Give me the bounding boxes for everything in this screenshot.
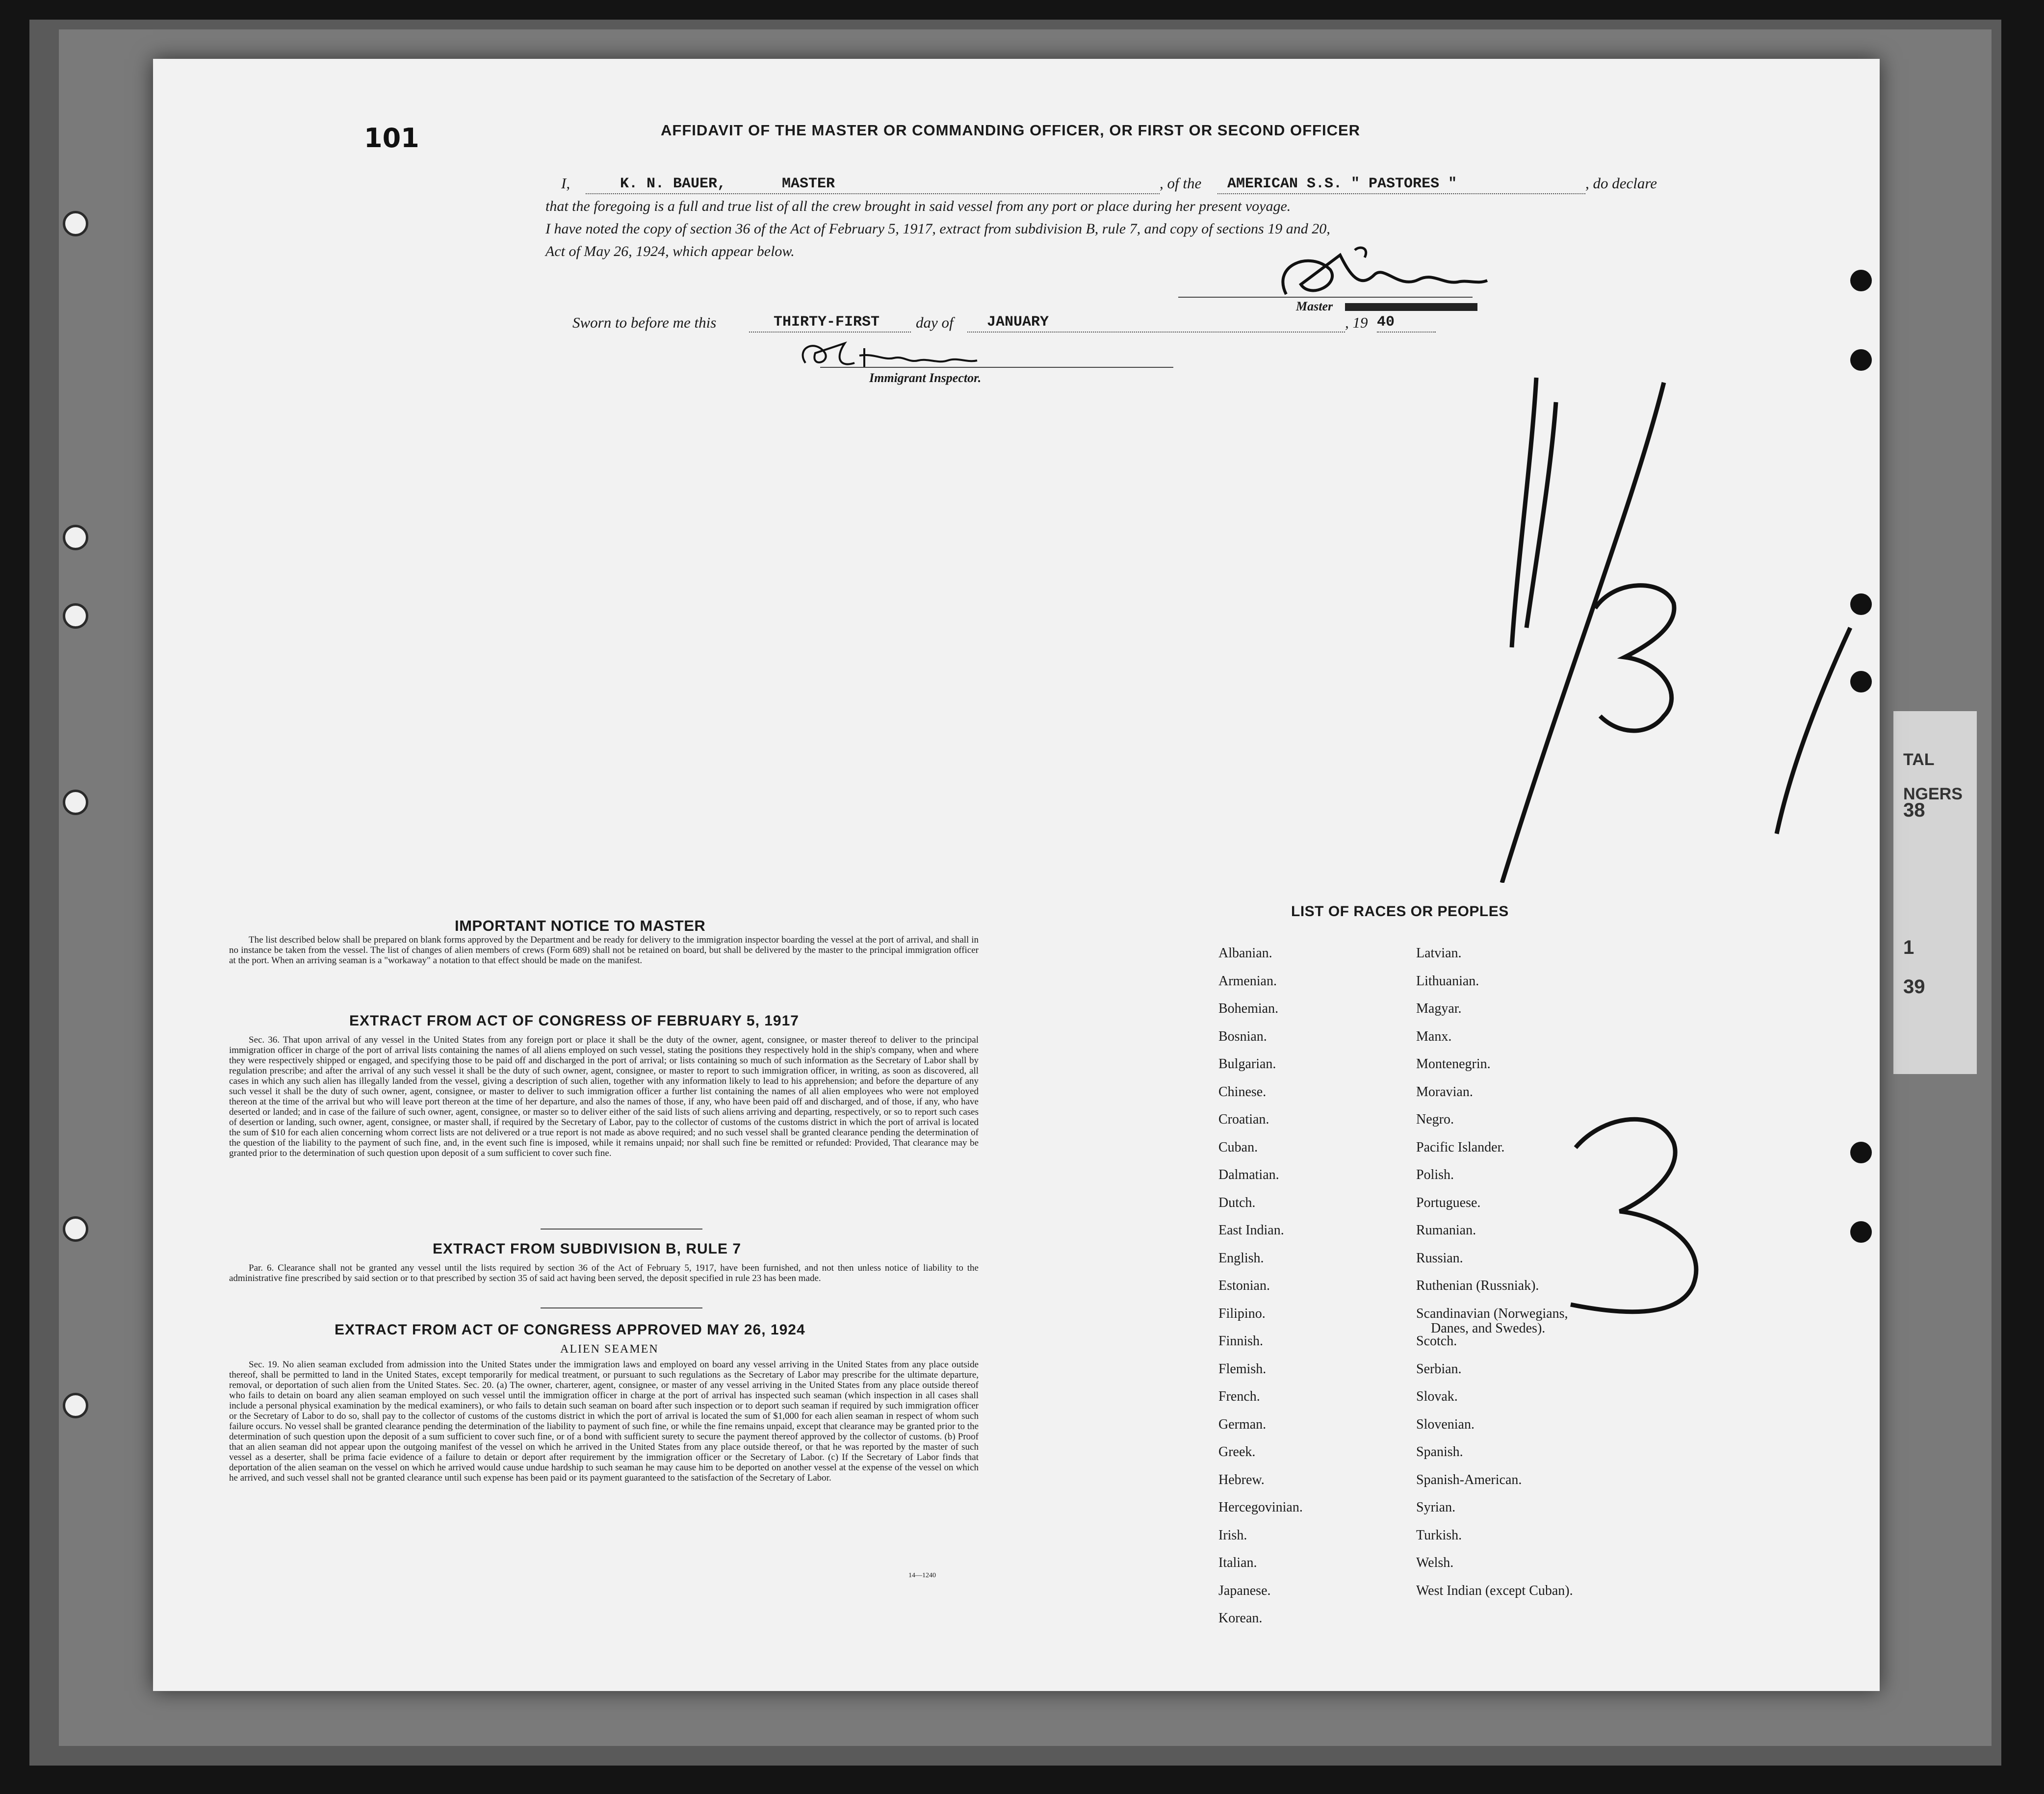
punch-hole <box>1850 349 1872 371</box>
form-number: 14—1240 <box>908 1572 936 1579</box>
divider <box>541 1307 702 1308</box>
affidavit-title: AFFIDAVIT OF THE MASTER OR COMMANDING OFFICER, OR FIRST OR SECOND OFFICER <box>661 122 1361 139</box>
race-item: Polish. <box>1416 1167 1454 1182</box>
master-signature <box>1213 245 1556 309</box>
name-field <box>586 175 1160 194</box>
vessel-name: AMERICAN S.S. " PASTORES " <box>1227 176 1457 192</box>
strikethrough-bar <box>1345 303 1477 311</box>
binder-hole <box>63 525 88 550</box>
race-item: Croatian. <box>1218 1112 1269 1127</box>
race-item: Montenegrin. <box>1416 1056 1491 1072</box>
race-item: Serbian. <box>1416 1361 1462 1377</box>
race-item: Magyar. <box>1416 1001 1462 1016</box>
handwritten-date <box>1389 373 1870 883</box>
year-field <box>1377 313 1436 333</box>
notice-title: IMPORTANT NOTICE TO MASTER <box>455 917 706 934</box>
vessel-field <box>1217 175 1585 194</box>
side-tab-text: 39 <box>1903 976 1925 998</box>
race-item: Finnish. <box>1218 1333 1264 1349</box>
extract-1-title: EXTRACT FROM ACT OF CONGRESS OF FEBRUARY 5, 1917 <box>349 1013 799 1029</box>
race-item: Estonian. <box>1218 1278 1270 1293</box>
affidavit-line-3: I have noted the copy of section 36 of the Act of February 5, 1917, extract from subdivision B, rule 7, and copy of sections 19 and 20, <box>545 221 1330 237</box>
do-declare-label: , do declare <box>1585 175 1657 192</box>
race-item: Turkish. <box>1416 1527 1462 1543</box>
side-tab-text: 38 <box>1903 799 1925 821</box>
race-item: Japanese. <box>1218 1583 1271 1598</box>
race-item: Chinese. <box>1218 1084 1267 1100</box>
race-item: Hebrew. <box>1218 1472 1265 1487</box>
notice-body: The list described below shall be prepared on blank forms approved by the Department and be ready for delivery to the immigration inspector boarding the vessel at the port of arrival, and shall in no instance be taken from the vessel. The list of changes of alien members of crews (Form 689) shall not be retained on board, but shall be delivered by the master to the principal immigration officer at the port. When an arriving seaman is a "workaway" a notation to that effect should be made on the manifest. <box>229 935 979 966</box>
page-number: 101 <box>364 123 419 154</box>
race-item: Bulgarian. <box>1218 1056 1276 1072</box>
punch-hole <box>1850 1142 1872 1163</box>
master-name: K. N. BAUER, <box>620 176 726 192</box>
binder-hole <box>63 603 88 629</box>
side-tab <box>1893 711 1977 1074</box>
document-page <box>153 59 1880 1691</box>
binder-hole <box>63 1216 88 1242</box>
day-of-label: day of <box>916 314 954 331</box>
sworn-label: Sworn to before me this <box>572 314 717 331</box>
year-prefix: , 19 <box>1345 314 1368 331</box>
sworn-month-field <box>967 313 1345 333</box>
divider <box>541 1229 702 1230</box>
race-item: Pacific Islander. <box>1416 1139 1505 1155</box>
race-item: Bohemian. <box>1218 1001 1279 1016</box>
race-item: West Indian (except Cuban). <box>1416 1583 1573 1598</box>
race-item: Negro. <box>1416 1112 1454 1127</box>
race-item: Spanish-American. <box>1416 1472 1522 1487</box>
punch-hole <box>1850 270 1872 291</box>
master-signature-line <box>1178 297 1473 298</box>
race-item: Italian. <box>1218 1555 1257 1570</box>
of-the-label: , of the <box>1160 175 1202 192</box>
race-item: Manx. <box>1416 1028 1452 1044</box>
side-tab-text: 1 <box>1903 937 1915 958</box>
inspector-caption: Immigrant Inspector. <box>869 371 982 385</box>
side-tab-text: NGERS <box>1903 785 1963 803</box>
race-item: Hercegovinian. <box>1218 1500 1303 1515</box>
race-item: Rumanian. <box>1416 1223 1476 1238</box>
race-item: Syrian. <box>1416 1500 1456 1515</box>
master-caption: Master <box>1296 299 1333 313</box>
binder-hole <box>63 790 88 815</box>
handwritten-number <box>1561 1108 1728 1329</box>
affidavit-line-2: that the foregoing is a full and true list of all the crew brought in said vessel from any port or place during her present voyage. <box>545 198 1291 214</box>
sworn-day: THIRTY-FIRST <box>774 314 880 331</box>
race-item: Slovak. <box>1416 1389 1458 1404</box>
race-item: French. <box>1218 1389 1260 1404</box>
race-item: Latvian. <box>1416 946 1462 961</box>
race-item: German. <box>1218 1416 1267 1432</box>
race-item: Scandinavian (Norwegians, <box>1416 1306 1568 1321</box>
inspector-signature-line <box>820 367 1173 368</box>
sworn-day-field <box>749 313 911 333</box>
race-item: Ruthenian (Russniak). <box>1416 1278 1539 1293</box>
extract-2-title: EXTRACT FROM SUBDIVISION B, RULE 7 <box>433 1241 742 1257</box>
race-item: Slovenian. <box>1416 1416 1475 1432</box>
race-item: Flemish. <box>1218 1361 1267 1377</box>
affidavit-i: I, <box>561 175 570 192</box>
race-item: Albanian. <box>1218 946 1272 961</box>
extract-2-body: Par. 6. Clearance shall not be granted any vessel until the lists required by section 36 of the Act of February 5, 1917, have been furnished, and not then unless notice of liability to the administrative fine prescribed by said section or to that prescribed by section 35 of said act having been served, the deposit specified in rule 23 has been made. <box>229 1263 979 1283</box>
binder-hole <box>63 211 88 236</box>
race-item: Cuban. <box>1218 1139 1258 1155</box>
race-item: Irish. <box>1218 1527 1247 1543</box>
extract-3-subtitle: ALIEN SEAMEN <box>560 1343 659 1356</box>
side-tab-text: TAL <box>1903 750 1935 769</box>
race-item: Welsh. <box>1416 1555 1454 1570</box>
race-item: Scotch. <box>1416 1333 1457 1349</box>
affidavit-line-4: Act of May 26, 1924, which appear below. <box>545 243 795 259</box>
race-item: Danes, and Swedes). <box>1431 1320 1546 1336</box>
extract-1-body: Sec. 36. That upon arrival of any vessel in the United States from any foreign port or place it shall be the duty of the owner, agent, consignee, or master thereof to deliver to the principal immigration officer in charge of the port of arrival lists containing the names of all aliens employed on such vessel, stating the positions they respectively hold in the ship's company, when and where they were respectively shipped or engaged, and specifying those to be paid off and discharged in the port of arrival; or lists containing so much of such information as the Secretary of Labor shall by regulation prescribe; and after the arrival of any such vessel it shall be the duty of such owner, agent, consignee, or master to report to such immigration officer, in writing, as soon as discovered, all cases in which any such alien has illegally landed from the vessel, giving a description of such alien, together with any information likely to lead to his apprehension; and before the departure of any such vessel it shall be the duty of such owner, agent, consignee, or master to deliver to such immigration officer a further list containing the names of all alien employees who were not employed thereon at the time of the arrival but who will leave port thereon at the time of her departure, and also the names of those, if any, who have been paid off and discharged, and of those, if any, who have deserted or landed; and in case of the failure of such owner, agent, consignee, or master so to deliver either of the said lists of such aliens arriving and departing, respectively, or so to report such cases of desertion or landing, such owner, agent, consignee, or master shall, if required by the Secretary of Labor, pay to the collector of customs of the customs district in which the port of arrival is located the sum of $10 for each alien concerning whom correct lists are not delivered or a true report is not made as above required; and no such vessel shall be granted clearance pending the determination of the question of the liability to the payment of such fine, and, in the event such fine is imposed, while it remains unpaid; nor shall such fine be remitted or refunded: Provided, That clearance may be granted prior to the determination of such question upon deposit of a sum sufficient to cover such fine. <box>229 1035 979 1158</box>
races-title: LIST OF RACES OR PEOPLES <box>1291 903 1509 920</box>
extract-3-body: Sec. 19. No alien seaman excluded from admission into the United States under the immigration laws and employed on board any vessel arriving in the United States from any place outside thereof, shall be permitted to land in the United States, except temporarily for medical treatment, or pursuant to such regulations as the Secretary of Labor may prescribe for the ultimate departure, removal, or deportation of such alien from the United States. Sec. 20. (a) The owner, charterer, agent, consignee, or master of any vessel arriving in the United States from any place outside thereof who fails to detain on board any alien seaman employed on such vessel until the immigration officer in charge at the port of arrival has inspected such seaman (which inspection in all cases shall include a personal physical examination by the medical examiners), or who fails to detain such seaman on board after such inspection or to deport such seaman if required by such immigration officer or the Secretary of Labor to do so, shall pay to the collector of customs of the customs district in which the port of arrival is located the sum of $1,000 for each alien seaman in respect of whom such failure occurs. No vessel shall be granted clearance pending the determination of the liability to payment of such fine, or while the fine remains unpaid, except that clearance may be granted prior to the determination of such question upon the deposit of a sum sufficient to cover such fine, or of a bond with sufficient surety to secure the payment thereof approved by the collector of customs. (b) Proof that an alien seaman did not appear upon the outgoing manifest of the vessel on which he arrived in the United States from any place outside thereof, or that he was reported by the master of such vessel as a deserter, shall be prima facie evidence of a failure to detain or deport after requirement by the immigration officer or the Secretary of Labor. (c) If the Secretary of Labor finds that deportation of the alien seaman on the vessel on which he arrived would cause undue hardship to such seaman he may cause him to be deported on another vessel at the expense of the vessel on which he arrived, and such vessel shall not be granted clearance until such expense has been paid or its payment guaranteed to the satisfaction of the Secretary of Labor. <box>229 1359 979 1483</box>
race-item: Russian. <box>1416 1250 1463 1266</box>
race-item: Greek. <box>1218 1444 1256 1460</box>
race-item: Spanish. <box>1416 1444 1463 1460</box>
race-item: Moravian. <box>1416 1084 1473 1100</box>
sworn-month: JANUARY <box>987 314 1049 331</box>
master-rank: MASTER <box>782 176 835 192</box>
binder-hole <box>63 1393 88 1418</box>
extract-3-title: EXTRACT FROM ACT OF CONGRESS APPROVED MAY 26, 1924 <box>335 1322 805 1338</box>
race-item: English. <box>1218 1250 1264 1266</box>
race-item: Filipino. <box>1218 1306 1266 1321</box>
race-item: Dalmatian. <box>1218 1167 1279 1182</box>
year-suffix: 40 <box>1377 314 1395 331</box>
punch-hole <box>1850 1221 1872 1243</box>
race-item: Bosnian. <box>1218 1028 1267 1044</box>
race-item: Korean. <box>1218 1611 1263 1626</box>
race-item: Lithuanian. <box>1416 973 1479 989</box>
race-item: Dutch. <box>1218 1195 1256 1210</box>
race-item: East Indian. <box>1218 1223 1284 1238</box>
race-item: Armenian. <box>1218 973 1277 989</box>
race-item: Portuguese. <box>1416 1195 1481 1210</box>
